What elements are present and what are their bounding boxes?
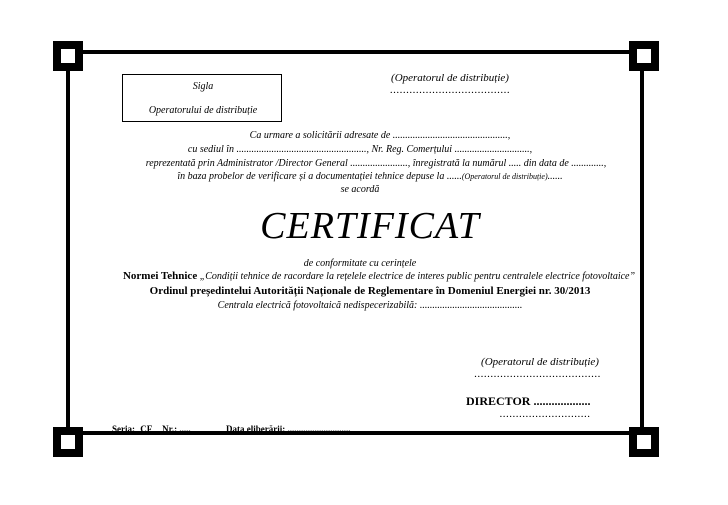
logo-label-line1: Sigla [192,81,214,92]
verification-line [140,171,600,182]
plant-line: Centrala electrică fotovoltaică nedispecerizabilă: ......................................... [217,300,523,311]
director-label: DIRECTOR [466,394,531,408]
order-line: Ordinul președintelui Autorității Naționale de Reglementare în Domeniul Energiei nr. 30/2013 [149,285,591,297]
logo-placeholder-box [122,74,282,122]
address-line: cu sediul în ...................................................., Nr. Reg. Comerțului .............................., [187,144,533,155]
director-line [466,394,590,409]
footer-issue-date [226,424,350,434]
verification-line-prefix: în baza probelor de verificare și a documentației tehnice depuse la ...... [177,171,462,182]
header-operator-dots: ..................................... [389,84,511,96]
series-label: Seria: [112,424,135,434]
header-operator-label: (Operatorul de distribuție) [391,72,509,84]
footer-series [112,424,191,434]
corner-ornament-bottom-left [53,427,83,457]
norm-label: Normei Tehnice [122,270,198,282]
granted-line: se acordă [340,184,380,195]
signature-operator-dots: ....................................... [474,368,601,380]
series-value: CF [140,424,152,434]
issue-date-label: Data eliberării: [226,424,286,434]
issue-date-value: ............................ [287,424,351,434]
number-label: Nr.: [162,424,178,434]
director-signature-dots: ............................ [499,408,591,420]
number-value: ..... [179,424,191,434]
logo-label-line2: Operatorului de distribuție [148,105,258,116]
corner-ornament-bottom-right [629,427,659,457]
request-line: Ca urmare a solicitării adresate de .............................................., [249,130,511,141]
conformity-line: de conformitate cu cerințele [303,258,417,269]
corner-ornament-top-right [629,41,659,71]
verification-line-suffix: ...... [547,171,563,182]
verification-operator: (Operatorul de distribuție) [461,172,548,181]
corner-ornament-top-left [53,41,83,71]
representative-line: reprezentată prin Administrator /Director General ......................., înregistrată la numărul ..... din data de ............., [145,158,607,169]
norm-line [96,270,662,282]
certificate-title: CERTIFICAT [260,205,480,247]
norm-title: „Condiții tehnice de racordare la rețelele electrice de interes public pentru centralele electrice fotovoltaice” [197,271,636,282]
signature-operator-label: (Operatorul de distribuție) [481,356,599,368]
director-dots: ................... [533,394,591,408]
